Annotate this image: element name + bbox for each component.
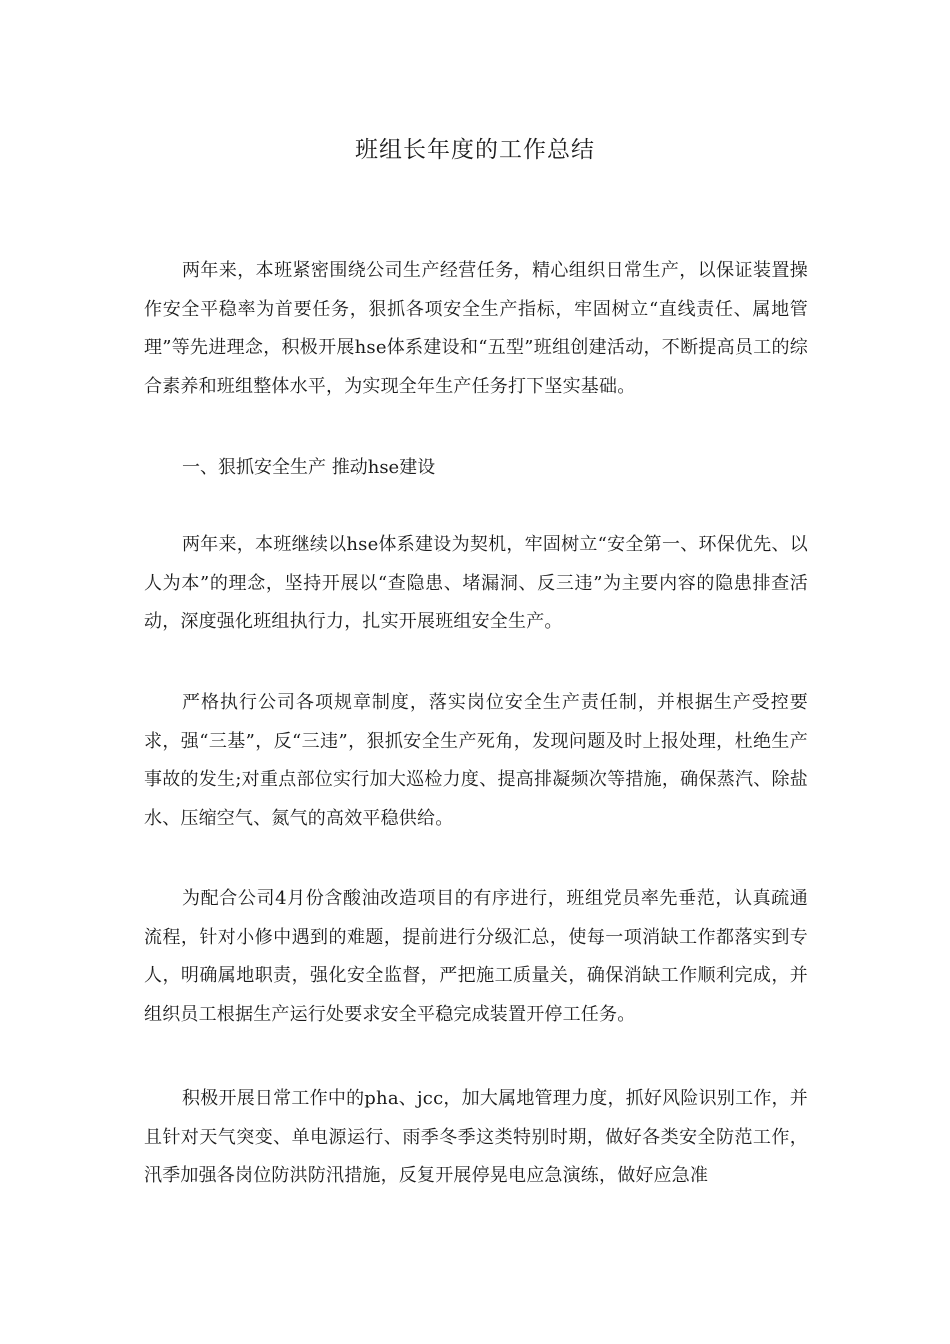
- paragraph-hse-system: 两年来，本班继续以hse体系建设为契机，牢固树立“安全第一、环保优先、以人为本”的理念，坚持开展以“查隐患、堵漏洞、反三违”为主要内容的隐患排查活动，深度强化班组执行力，扎实开展班组安全生产。: [144, 534, 808, 632]
- paragraph-intro: 两年来，本班紧密围绕公司生产经营任务，精心组织日常生产，以保证装置操作安全平稳率为首要任务，狠抓各项安全生产指标，牢固树立“直线责任、属地管理”等先进理念，积极开展hse体系建设和“五型”班组创建活动，不断提高员工的综合素养和班组整体水平，为实现全年生产任务打下坚实基础。: [144, 260, 808, 397]
- paragraph-daily-work: 积极开展日常工作中的pha、jcc，加大属地管理力度，抓好风险识别工作，并且针对天气突变、单电源运行、雨季冬季这类特别时期，做好各类安全防范工作，汛季加强各岗位防洪防汛措施，反复开展停晃电应急演练，做好应急准: [144, 1088, 808, 1186]
- paragraph-acid-oil-project: 为配合公司4月份含酸油改造项目的有序进行，班组党员率先垂范，认真疏通流程，针对小修中遇到的难题，提前进行分级汇总，使每一项消缺工作都落实到专人，明确属地职责，强化安全监督，严把施工质量关，确保消缺工作顺利完成，并组织员工根据生产运行处要求安全平稳完成装置开停工任务。: [144, 888, 808, 1025]
- paragraph-regulations: 严格执行公司各项规章制度，落实岗位安全生产责任制，并根据生产受控要求，强“三基”，反“三违”，狠抓安全生产死角，发现问题及时上报处理，杜绝生产事故的发生;对重点部位实行加大巡检力度、提高排凝频次等措施，确保蒸汽、除盐水、压缩空气、氮气的高效平稳供给。: [144, 692, 808, 829]
- section-heading-safety: 一、狠抓安全生产 推动hse建设: [182, 457, 436, 478]
- document-title: 班组长年度的工作总结: [355, 137, 595, 163]
